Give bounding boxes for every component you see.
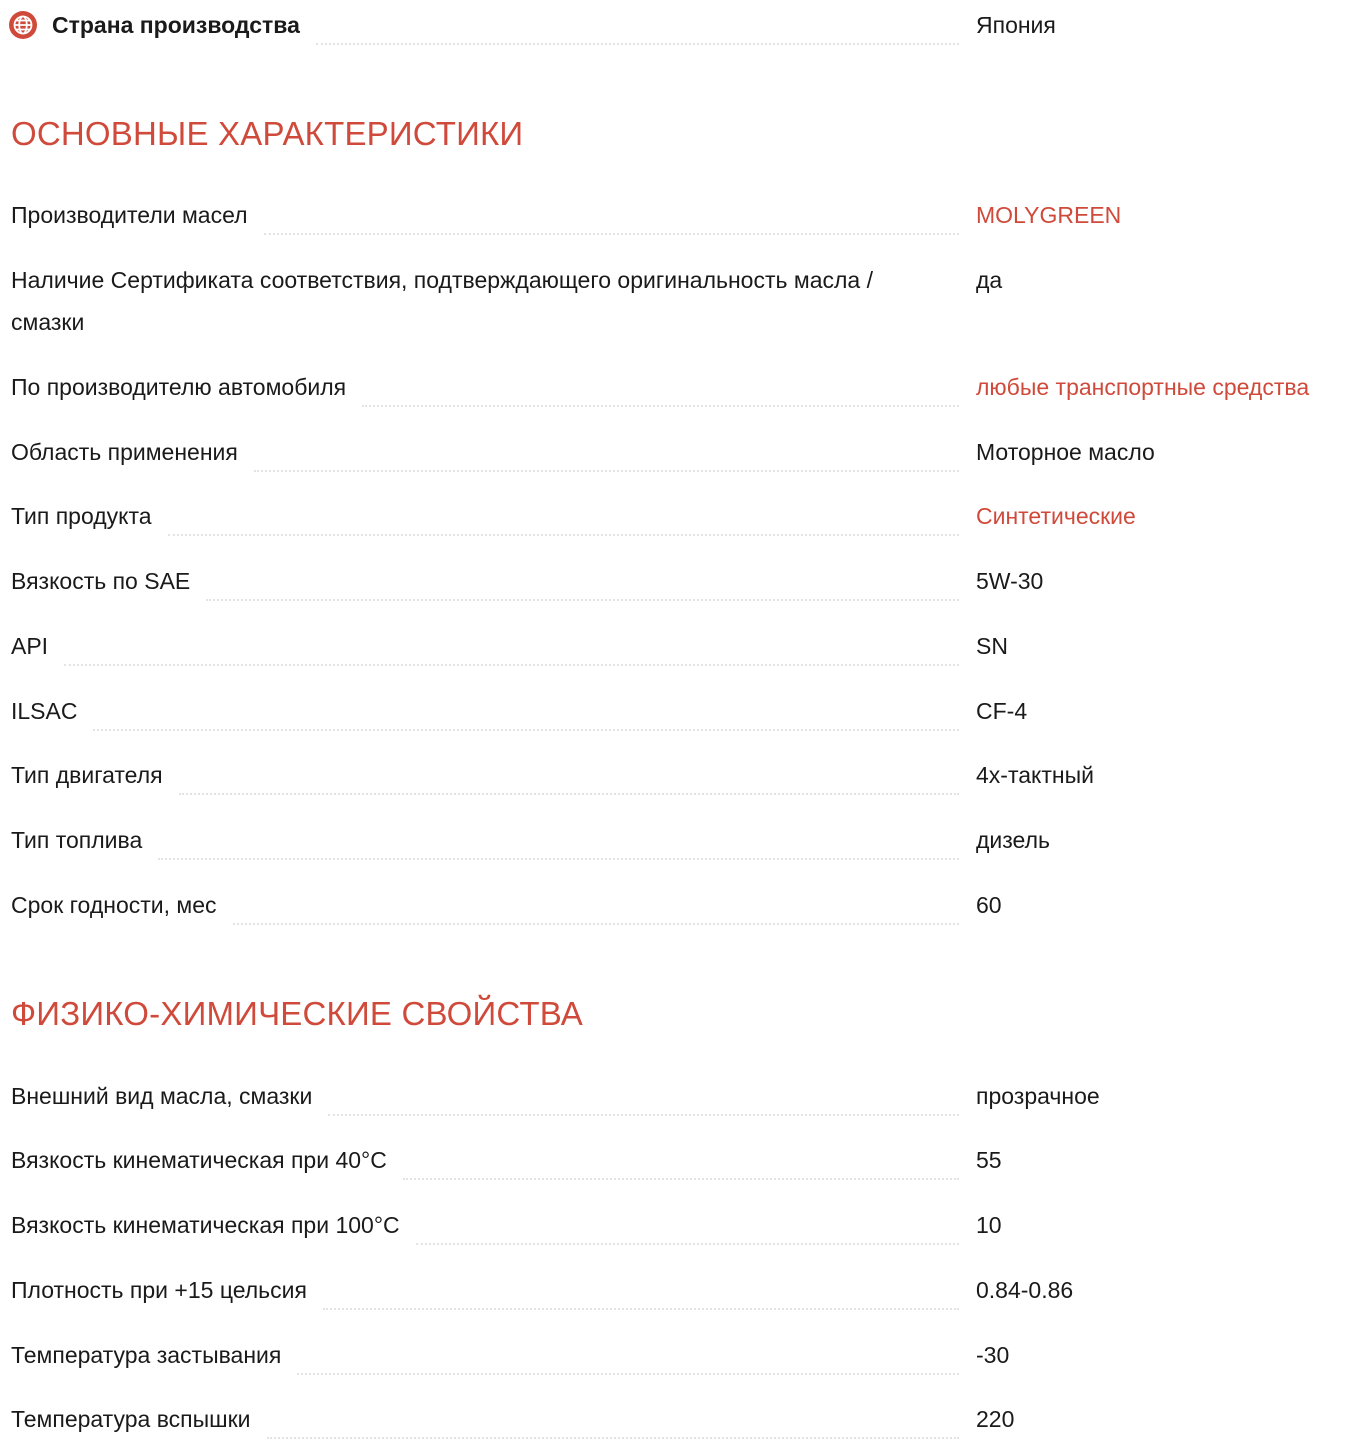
spec-label: Тип топлива xyxy=(11,827,143,853)
spec-row xyxy=(11,625,1346,667)
country-of-origin-label-group xyxy=(8,4,959,46)
spec-row xyxy=(11,1334,1346,1376)
spec-value: 4х-тактный xyxy=(976,762,1094,788)
spec-row xyxy=(11,495,1346,537)
dotted-leader xyxy=(403,1178,959,1180)
dotted-leader xyxy=(168,534,959,536)
spec-value: CF-4 xyxy=(976,698,1028,724)
spec-row xyxy=(11,366,1346,408)
spec-label: Вязкость кинематическая при 100°C xyxy=(11,1212,400,1238)
dotted-leader xyxy=(233,923,960,925)
spec-row xyxy=(11,194,1346,236)
country-of-origin-row xyxy=(8,4,1348,46)
spec-row xyxy=(11,690,1346,732)
spec-label: ILSAC xyxy=(11,698,78,724)
spec-label: Производители масел xyxy=(11,202,248,228)
spec-row xyxy=(11,560,1346,602)
spec-row xyxy=(11,884,1346,926)
spec-row xyxy=(11,754,1346,796)
spec-value: SN xyxy=(976,633,1008,659)
dotted-leader xyxy=(264,233,959,235)
dotted-leader xyxy=(93,729,959,731)
dotted-leader xyxy=(267,1437,959,1439)
spec-label: Срок годности, мес xyxy=(11,892,217,918)
spec-label: Наличие Сертификата соответствия, подтверждающего оригинальность масла / смазки xyxy=(11,267,873,335)
dotted-leader xyxy=(206,599,959,601)
dotted-leader xyxy=(316,43,959,45)
spec-value-link[interactable]: любые транспортные средства xyxy=(976,374,1310,400)
dotted-leader xyxy=(416,1243,959,1245)
spec-label: Область применения xyxy=(11,439,238,465)
spec-label: Тип двигателя xyxy=(11,762,163,788)
section-title-main-characteristics: ОСНОВНЫЕ ХАРАКТЕРИСТИКИ xyxy=(11,115,524,152)
dotted-leader xyxy=(323,1308,959,1310)
country-of-origin-value: Япония xyxy=(976,12,1056,38)
spec-row xyxy=(11,431,1346,473)
spec-row xyxy=(11,259,1346,343)
spec-value-link[interactable]: Синтетические xyxy=(976,503,1136,529)
spec-row xyxy=(11,1139,1346,1181)
country-of-origin-label: Страна производства xyxy=(52,12,300,38)
globe-icon xyxy=(8,10,38,40)
section-title-physical-chemical-properties: ФИЗИКО-ХИМИЧЕСКИЕ СВОЙСТВА xyxy=(11,995,584,1032)
spec-label: Температура вспышки xyxy=(11,1406,251,1432)
dotted-leader xyxy=(297,1373,959,1375)
spec-value: да xyxy=(976,267,1003,293)
spec-value: Моторное масло xyxy=(976,439,1155,465)
spec-label: Внешний вид масла, смазки xyxy=(11,1083,313,1109)
spec-value: -30 xyxy=(976,1342,1010,1368)
spec-label: Температура застывания xyxy=(11,1342,282,1368)
dotted-leader xyxy=(158,858,959,860)
spec-value: дизель xyxy=(976,827,1050,853)
spec-label: Вязкость кинематическая при 40°C xyxy=(11,1147,387,1173)
dotted-leader xyxy=(328,1114,959,1116)
dotted-leader xyxy=(362,405,959,407)
spec-row xyxy=(11,1398,1346,1440)
dotted-leader xyxy=(179,793,959,795)
spec-row xyxy=(11,1269,1346,1311)
spec-label: По производителю автомобиля xyxy=(11,374,347,400)
spec-value: 55 xyxy=(976,1147,1002,1173)
spec-label: Плотность при +15 цельсия xyxy=(11,1277,307,1303)
spec-label: API xyxy=(11,633,49,659)
dotted-leader xyxy=(254,470,959,472)
spec-value: 10 xyxy=(976,1212,1002,1238)
spec-label: Вязкость по SAE xyxy=(11,568,191,594)
spec-row xyxy=(11,819,1346,861)
spec-value-link[interactable]: MOLYGREEN xyxy=(976,202,1122,228)
spec-label: Тип продукта xyxy=(11,503,152,529)
spec-value: 220 xyxy=(976,1406,1015,1432)
spec-value: прозрачное xyxy=(976,1083,1100,1109)
spec-value: 0.84-0.86 xyxy=(976,1277,1074,1303)
spec-value: 5W-30 xyxy=(976,568,1044,594)
spec-value: 60 xyxy=(976,892,1002,918)
spec-row xyxy=(11,1075,1346,1117)
spec-row xyxy=(11,1204,1346,1246)
dotted-leader xyxy=(64,664,959,666)
